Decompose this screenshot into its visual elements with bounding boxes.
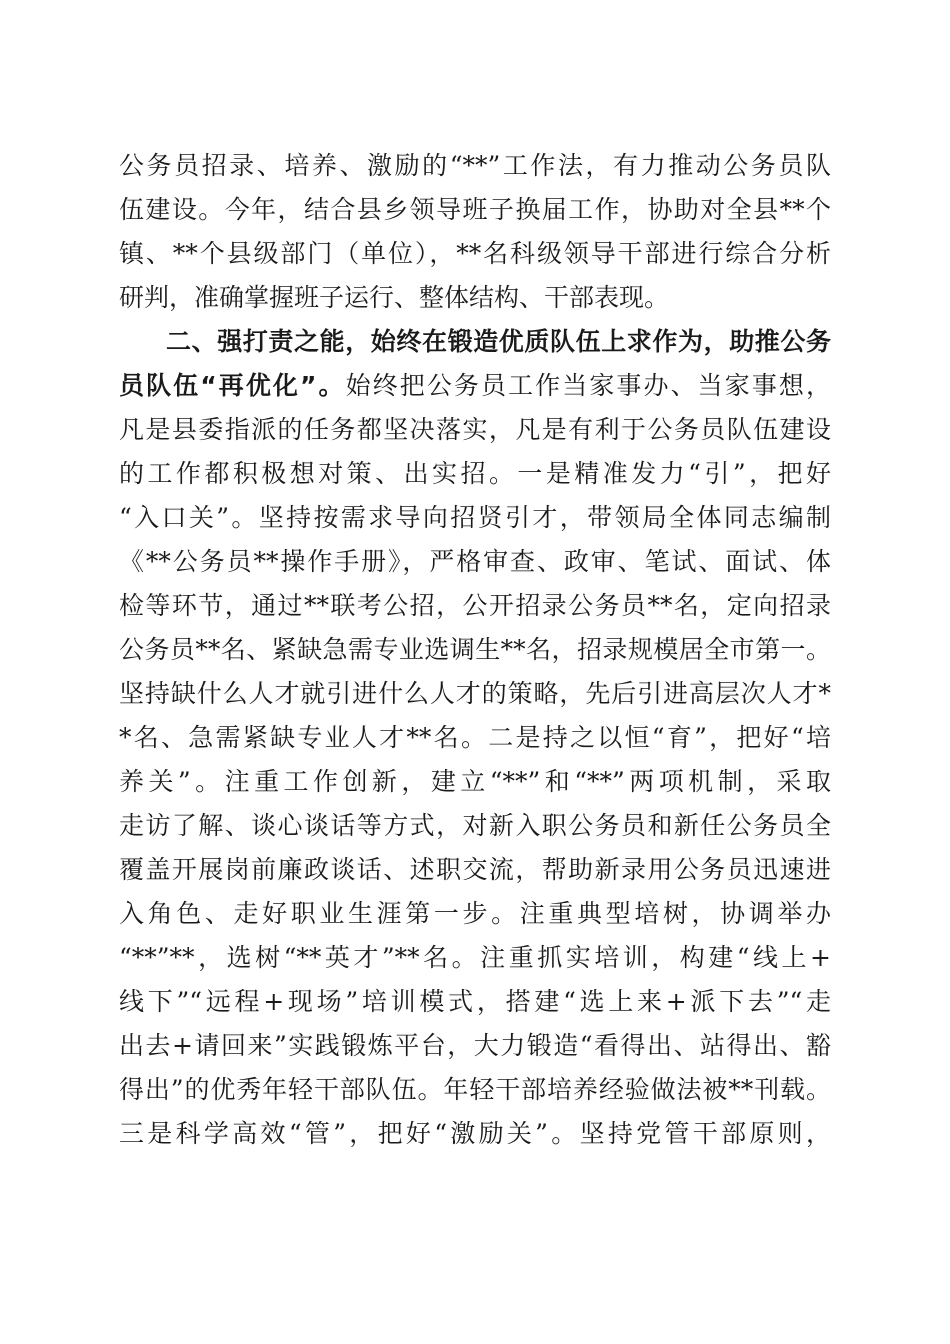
paragraph-line (119, 364, 831, 408)
paragraph-line: 覆盖开展岗前廉政谈话、述职交流，帮助新录用公务员迅速进 (119, 855, 831, 884)
paragraph-line: 检等环节，通过**联考公招，公开招录公务员**名，定向招录 (119, 591, 831, 620)
paragraph-line: 线下”“远程+现场”培训模式，搭建“选上来+派下去”“走 (119, 987, 831, 1016)
paragraph-line: 公务员**名、紧缺急需专业选调生**名，招录规模居全市第一。 (119, 635, 831, 664)
paragraph-line: 得出”的优秀年轻干部队伍。年轻干部培养经验做法被**刊载。 (119, 1075, 831, 1104)
paragraph-line: 研判，准确掌握班子运行、整体结构、干部表现。 (119, 283, 670, 312)
paragraph-line: 伍建设。今年，结合县乡领导班子换届工作，协助对全县**个 (119, 195, 831, 224)
paragraph-text: 始终把公务员工作当家事办、当家事想， (345, 371, 831, 400)
paragraph-line: 出去+请回来”实践锻炼平台，大力锻造“看得出、站得出、豁 (119, 1031, 831, 1060)
paragraph-line: 镇、**个县级部门（单位），**名科级领导干部进行综合分析 (119, 239, 831, 268)
paragraph-line: *名、急需紧缺专业人才**名。二是持之以恒“育”，把好“培 (119, 723, 831, 752)
section-heading-quote: “再优化”。 (200, 371, 346, 400)
paragraph-line: 公务员招录、培养、激励的“**”工作法，有力推动公务员队 (119, 151, 831, 180)
paragraph-line: 养关”。注重工作创新，建立“**”和“**”两项机制，采取 (119, 767, 831, 796)
paragraph-line: 凡是县委指派的任务都坚决落实，凡是有利于公务员队伍建设 (119, 415, 831, 444)
section-heading-continuation: 员队伍 (119, 371, 201, 400)
paragraph-line: 《**公务员**操作手册》，严格审查、政审、笔试、面试、体 (119, 547, 831, 576)
paragraph-line: 走访了解、谈心谈话等方式，对新入职公务员和新任公务员全 (119, 811, 831, 840)
paragraph-line: 的工作都积极想对策、出实招。一是精准发力“引”，把好 (119, 459, 831, 488)
paragraph-line: 入角色、走好职业生涯第一步。注重典型培树，协调举办 (119, 899, 831, 928)
paragraph-line: “**”**，选树“**英才”**名。注重抓实培训，构建“线上+ (119, 943, 831, 972)
paragraph-line: 坚持缺什么人才就引进什么人才的策略，先后引进高层次人才* (119, 679, 831, 708)
section-heading-line: 二、强打责之能，始终在锻造优质队伍上求作为，助推公务 (166, 327, 831, 356)
paragraph-line: 三是科学高效“管”，把好“激励关”。坚持党管干部原则， (119, 1119, 831, 1148)
paragraph-line: “入口关”。坚持按需求导向招贤引才，带领局全体同志编制 (119, 503, 831, 532)
